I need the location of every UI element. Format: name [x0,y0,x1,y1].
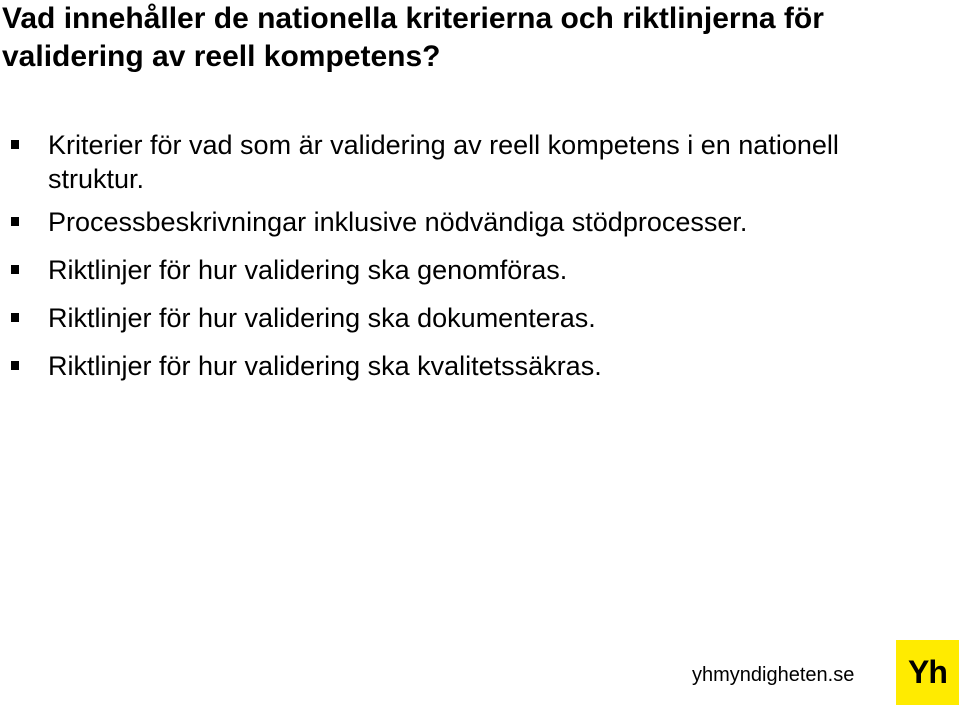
square-bullet-icon [11,140,19,149]
yh-logo-text: Yh [908,654,947,690]
list-item [0,253,920,287]
yh-logo [896,640,959,705]
square-bullet-icon [11,265,19,274]
list-item [0,301,920,335]
square-bullet-icon [11,361,19,370]
list-item [0,205,920,239]
footer-website: yhmyndigheten.se [692,664,855,686]
list-item [0,349,920,383]
list-item-text: Kriterier för vad som är validering av reell kompetens i en nationell struktur. [48,130,839,194]
square-bullet-icon [11,313,19,322]
list-item [0,128,920,196]
bullet-list [0,128,920,397]
slide-title: Vad innehåller de nationella kriterierna och riktlinjerna för validering av reell kompetens? [2,2,824,73]
list-item-text: Processbeskrivningar inklusive nödvändiga stödprocesser. [48,207,748,237]
list-item-text: Riktlinjer för hur validering ska kvalitetssäkras. [48,351,602,381]
square-bullet-icon [11,217,19,226]
list-item-text: Riktlinjer för hur validering ska dokumenteras. [48,303,596,333]
list-item-text: Riktlinjer för hur validering ska genomföras. [48,255,568,285]
